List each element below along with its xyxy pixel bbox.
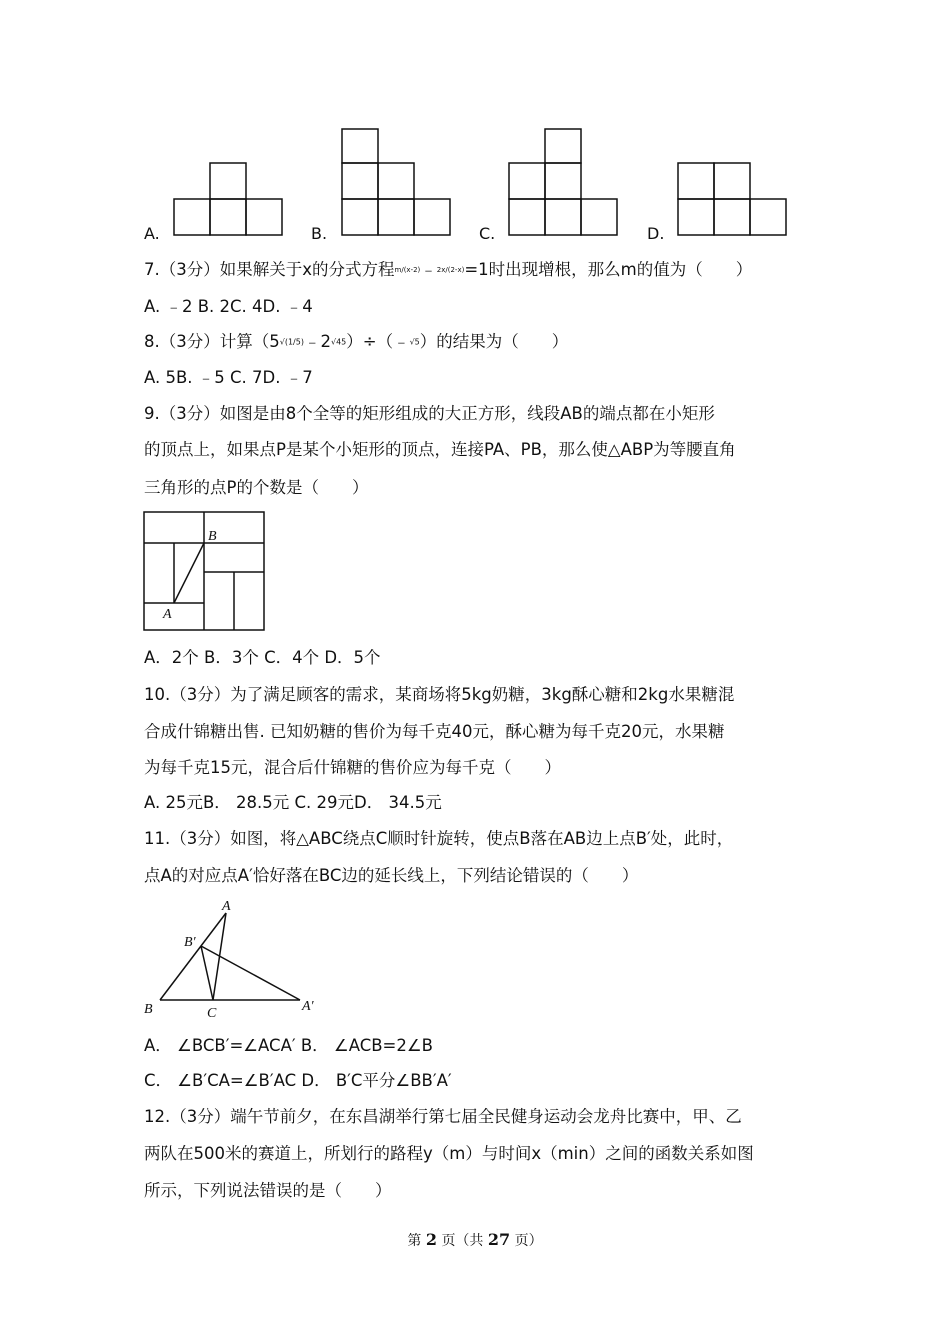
q11-line-1: 11.（3分）如图，将△ABC绕点C顺时针旋转，使点B落在AB边上点B′处，此时，	[144, 829, 734, 848]
q9-line-2: 的顶点上，如果点P是某个小矩形的顶点，连接PA、PB，那么使△ABP为等腰直角	[144, 440, 736, 459]
q11-options-2: C． ∠B′CA=∠B′AC D． B′C平分∠BB′A′	[144, 1071, 452, 1090]
q8-suffix: ）的结果为（ ）	[419, 332, 569, 351]
option-a-label: A.	[144, 224, 160, 243]
option-d-label: D.	[647, 224, 665, 243]
q12-line-1: 12.（3分）端午节前夕，在东昌湖举行第七届全民健身运动会龙舟比赛中，甲、乙	[144, 1107, 742, 1126]
q7-fraction-2: 2x/(2-x)	[436, 266, 465, 274]
q7-prefix: 7.（3分）如果解关于x的分式方程	[144, 260, 395, 279]
q8-options: A. 5B. ﹣5 C. 7D. ﹣7	[144, 368, 313, 387]
q8-radical-2: √45	[330, 337, 347, 347]
q12-line-3: 所示，下列说法错误的是（ ）	[144, 1181, 392, 1200]
q10-line-2: 合成什锦糖出售. 已知奶糖的售价为每千克40元，酥心糖为每千克20元，水果糖	[144, 722, 725, 741]
q10-line-1: 10.（3分）为了满足顾客的需求，某商场将5kg奶糖，3kg酥心糖和2kg水果糖混	[144, 685, 735, 704]
q11-options-1: A． ∠BCB′=∠ACA′ B． ∠ACB=2∠B	[144, 1036, 433, 1055]
option-c-label: C.	[479, 224, 496, 243]
q12-line-2: 两队在500米的赛道上，所划行的路程y（m）与时间x（min）之间的函数关系如图	[144, 1144, 754, 1163]
footer-total-pages: 27	[487, 1230, 511, 1249]
q10-options: A. 25元B． 28.5元 C. 29元D． 34.5元	[144, 793, 442, 812]
q8-radical-1: √(1/5)	[279, 337, 304, 347]
page-footer	[0, 1230, 950, 1250]
q7-suffix: =1时出现增根，那么m的值为（ ）	[464, 260, 753, 279]
q8-mid: ﹣2	[303, 332, 331, 351]
option-b-label: B.	[311, 224, 328, 243]
footer-page-number: 2	[425, 1230, 437, 1249]
q11-label-b: B	[144, 1002, 153, 1017]
q10-line-3: 为每千克15元，混合后什锦糖的售价应为每千克（ ）	[144, 758, 561, 777]
q9-options: A．2个 B．3个 C．4个 D．5个	[144, 648, 381, 667]
q8-mid2: ）÷（﹣	[346, 332, 410, 351]
q8-radical-3: √5	[409, 337, 420, 347]
q11-label-b-prime: B′	[184, 935, 196, 950]
q11-label-a-prime: A′	[302, 999, 314, 1014]
q9-line-3: 三角形的点P的个数是（ ）	[144, 478, 369, 497]
q8-prefix: 8.（3分）计算（5	[144, 332, 280, 351]
q11-label-a: A	[222, 899, 231, 914]
q7-fraction-1: m/(x-2)	[394, 266, 421, 274]
q11-line-2: 点A的对应点A′恰好落在BC边的延长线上，下列结论错误的（ ）	[144, 866, 639, 885]
q9-line-1: 9.（3分）如图是由8个全等的矩形组成的大正方形，线段AB的端点都在小矩形	[144, 404, 715, 423]
footer-mid: 页（共	[441, 1233, 484, 1249]
q9-label-a: A	[163, 607, 172, 622]
q11-label-c: C	[207, 1006, 217, 1021]
q7-options: A. ﹣2 B. 2C. 4D. ﹣4	[144, 297, 313, 316]
q7-minus: ﹣	[420, 260, 437, 279]
footer-post: 页）	[514, 1233, 543, 1249]
q9-label-b: B	[208, 529, 217, 544]
footer-pre: 第	[407, 1233, 422, 1249]
